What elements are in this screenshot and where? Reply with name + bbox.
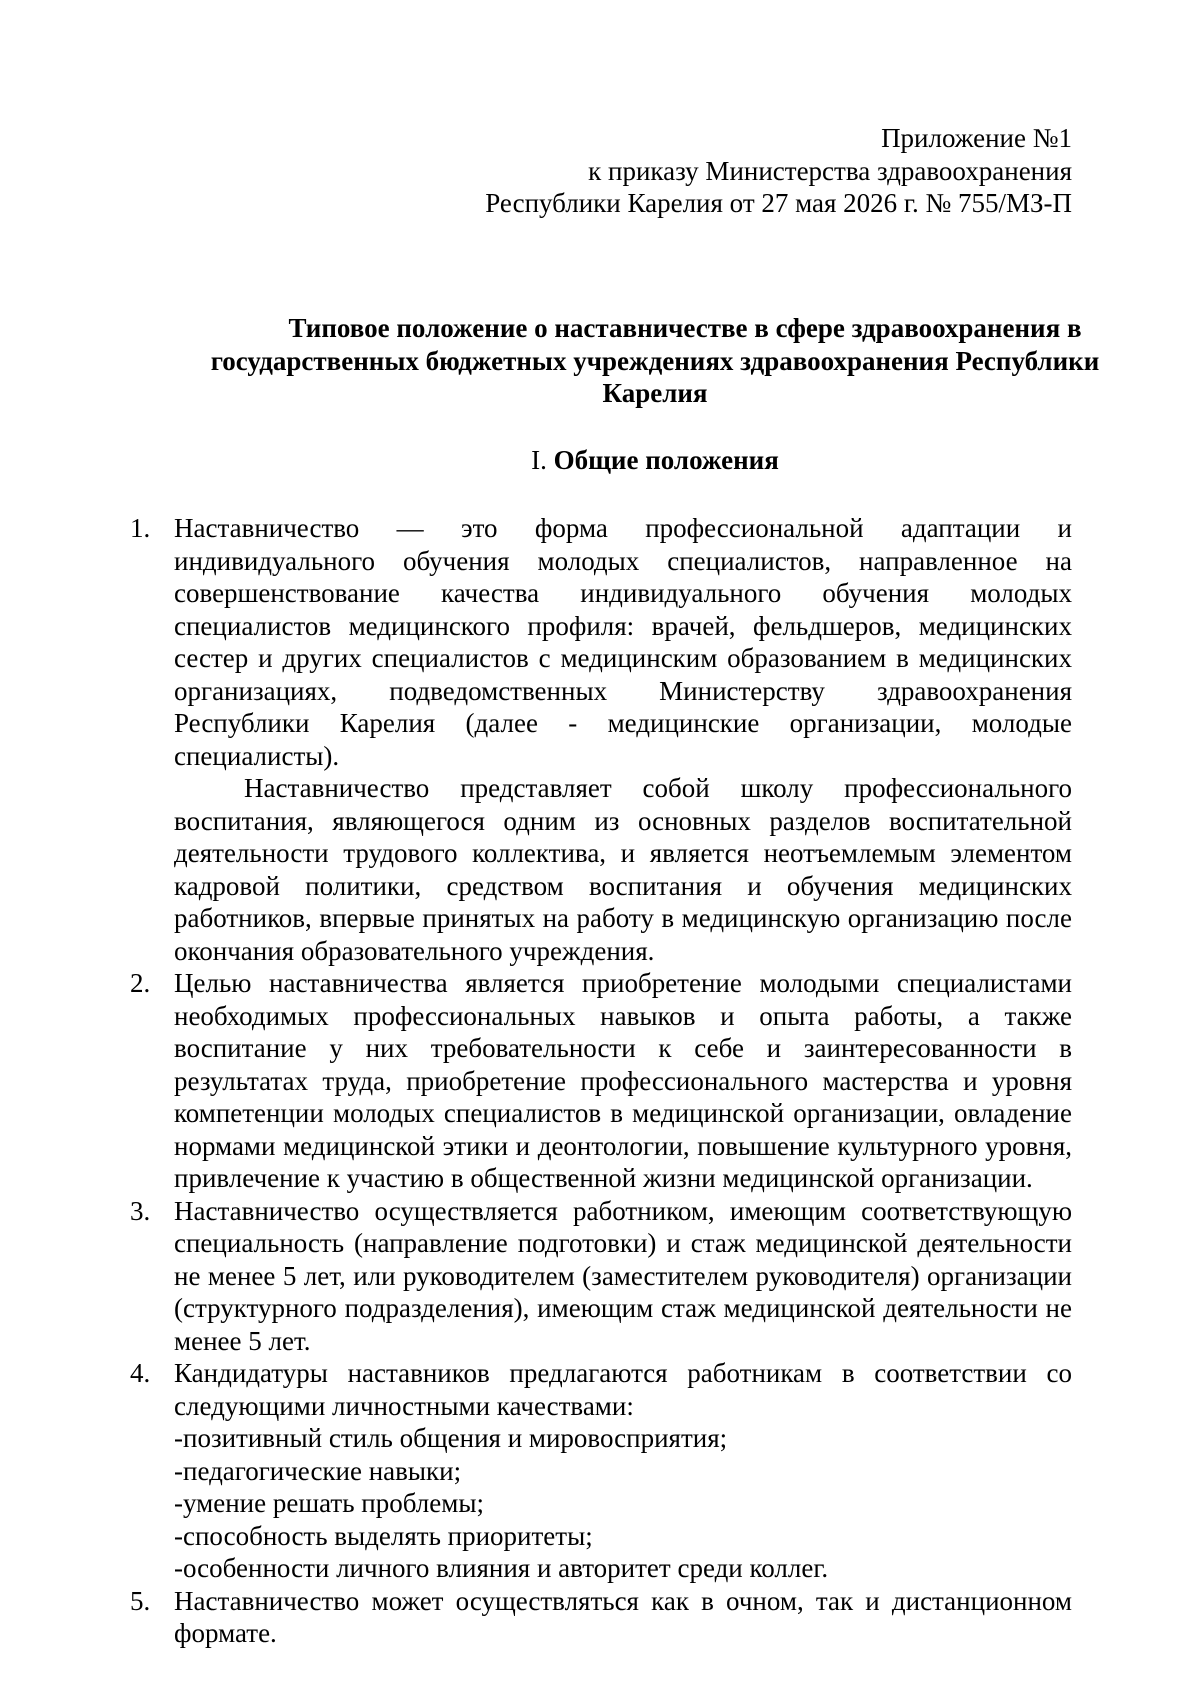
- title-line-3: Карелия: [602, 378, 708, 408]
- appendix-line-2: к приказу Министерства здравоохранения: [588, 155, 1072, 186]
- item-number: 1.: [130, 513, 151, 543]
- item-text: Кандидатуры наставников предлагаются работникам в соответствии со следующими личностными качествами:: [174, 1358, 1072, 1421]
- list-item-1: [130, 512, 1072, 967]
- item-text: Наставничество может осуществляться как в очном, так и дистанционном формате.: [174, 1585, 1072, 1648]
- quality-item: -педагогические навыки;: [174, 1455, 462, 1486]
- item-text: Наставничество — это форма профессиональной адаптации и индивидуального обучения молодых специалистов, направленное на совершенствование качества индивидуального обучения молодых специалистов медицинского профиля: врачей, фельдшеров, медицинских сестер и других специалистов с медицинским образованием в медицинских организациях, подведомственных Министерству здравоохранения Республики Карелия (далее - медицинские организации, молодые специалисты).: [174, 513, 1072, 771]
- quality-item: -умение решать проблемы;: [174, 1488, 484, 1518]
- document-title: [170, 312, 1140, 410]
- appendix-line-3: Республики Карелия от 27 мая 2026 г. № 755/МЗ-П: [485, 188, 1072, 218]
- item-number: 2.: [130, 968, 151, 998]
- list-item-5: [130, 1585, 1072, 1650]
- section-number: I.: [531, 445, 547, 475]
- provisions-list: [130, 512, 1072, 1650]
- quality-item: -особенности личного влияния и авторитет среди коллег.: [174, 1553, 829, 1583]
- item-text: Наставничество осуществляется работником, имеющим соответствующую специальность (направление подготовки) и стаж медицинской деятельности не менее 5 лет, или руководителем (заместителем руководителя) организации (структурного подразделения), имеющим стаж медицинской деятельности не менее 5 лет.: [174, 1195, 1072, 1356]
- list-item-3: [130, 1195, 1072, 1358]
- item-number: 4.: [130, 1358, 151, 1388]
- quality-item: -позитивный стиль общения и мировосприятия;: [174, 1423, 728, 1453]
- appendix-header: [485, 122, 1072, 220]
- item-number: 3.: [130, 1195, 151, 1226]
- section-heading: [170, 444, 1140, 477]
- item-paragraph: Наставничество представляет собой школу профессионального воспитания, являющегося одним из основных разделов воспитательной деятельности трудового коллектива, и является неотъемлемым элементом кадровой политики, средством воспитания и обучения медицинских работников, впервые принятых на работу в медицинскую организацию после окончания образовательного учреждения.: [174, 773, 1072, 966]
- title-line-1: Типовое положение о наставничестве в сфере здравоохранения в: [288, 313, 1082, 343]
- quality-item: -способность выделять приоритеты;: [174, 1520, 593, 1551]
- appendix-line-1: Приложение №1: [881, 123, 1072, 153]
- item-text: Целью наставничества является приобретение молодыми специалистами необходимых профессиональных навыков и опыта работы, а также воспитание у них требовательности к себе и заинтересованности в результатах труда, приобретение профессионального мастерства и уровня компетенции молодых специалистов в медицинской организации, овладение нормами медицинской этики и деонтологии, повышение культурного уровня, привлечение к участию в общественной жизни медицинской организации.: [174, 968, 1072, 1193]
- list-item-4: [130, 1357, 1072, 1585]
- section-name: Общие положения: [553, 445, 779, 475]
- title-line-2: государственных бюджетных учреждениях здравоохранения Республики: [210, 345, 1100, 376]
- item-number: 5.: [130, 1585, 151, 1616]
- list-item-2: [130, 967, 1072, 1195]
